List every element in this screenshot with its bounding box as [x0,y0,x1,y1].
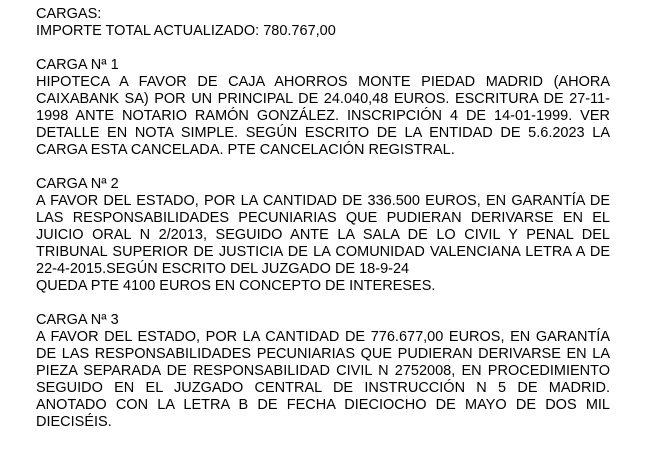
charge-3-text: A FAVOR DEL ESTADO, POR LA CANTIDAD DE 776.677,00 EUROS, EN GARANTÍA DE LAS RESPONSABILIDADES PECUNIARIAS QUE PUDIERAN DERIVARSE EN LA PIEZA SEPARADA DE RESPONSABILIDAD CIVIL N 2752008, EN PROCEDIMIENTO SEGUIDO EN EL JUZGADO CENTRAL DE INSTRUCCIÓN N 5 DE MADRID. ANOTADO CON LA LETRA B DE FECHA DIECIOCHO DE MAYO DE DOS MIL DIECISÉIS. [36,329,610,430]
charge-2-heading: CARGA Nª 2 [36,176,119,192]
spacer [36,159,610,176]
charge-2-interest-note: QUEDA PTE 4100 EUROS EN CONCEPTO DE INTERESES. [36,278,436,294]
spacer [36,40,610,57]
charges-document [36,6,610,431]
total-amount-line: IMPORTE TOTAL ACTUALIZADO: 780.767,00 [36,23,336,39]
charge-2 [36,176,610,295]
spacer [36,295,610,312]
charge-3-heading: CARGA Nª 3 [36,312,119,328]
charge-1-heading: CARGA Nª 1 [36,57,119,73]
charges-summary [36,6,610,40]
charge-3 [36,312,610,431]
charge-1 [36,57,610,159]
charges-label: CARGAS: [36,6,102,22]
charge-2-text: A FAVOR DEL ESTADO, POR LA CANTIDAD DE 336.500 EUROS, EN GARANTÍA DE LAS RESPONSABILIDADES PECUNIARIAS QUE PUDIERAN DERIVARSE EN EL JUICIO ORAL N 2/2013, SEGUIDO ANTE LA SALA DE LO CIVIL Y PENAL DEL TRIBUNAL SUPERIOR DE JUSTICIA DE LA COMUNIDAD VALENCIANA LETRA A DE 22-4-2015.SEGÚN ESCRITO DEL JUZGADO DE 18-9-24 [36,193,610,277]
charge-1-text: HIPOTECA A FAVOR DE CAJA AHORROS MONTE PIEDAD MADRID (AHORA CAIXABANK SA) POR UN PRINCIPAL DE 24.040,48 EUROS. ESCRITURA DE 27-11-1998 ANTE NOTARIO RAMÓN GONZÁLEZ. INSCRIPCIÓN 4 DE 14-01-1999. VER DETALLE EN NOTA SIMPLE. SEGÚN ESCRITO DE LA ENTIDAD DE 5.6.2023 LA CARGA ESTA CANCELADA. PTE CANCELACIÓN REGISTRAL. [36,74,610,158]
